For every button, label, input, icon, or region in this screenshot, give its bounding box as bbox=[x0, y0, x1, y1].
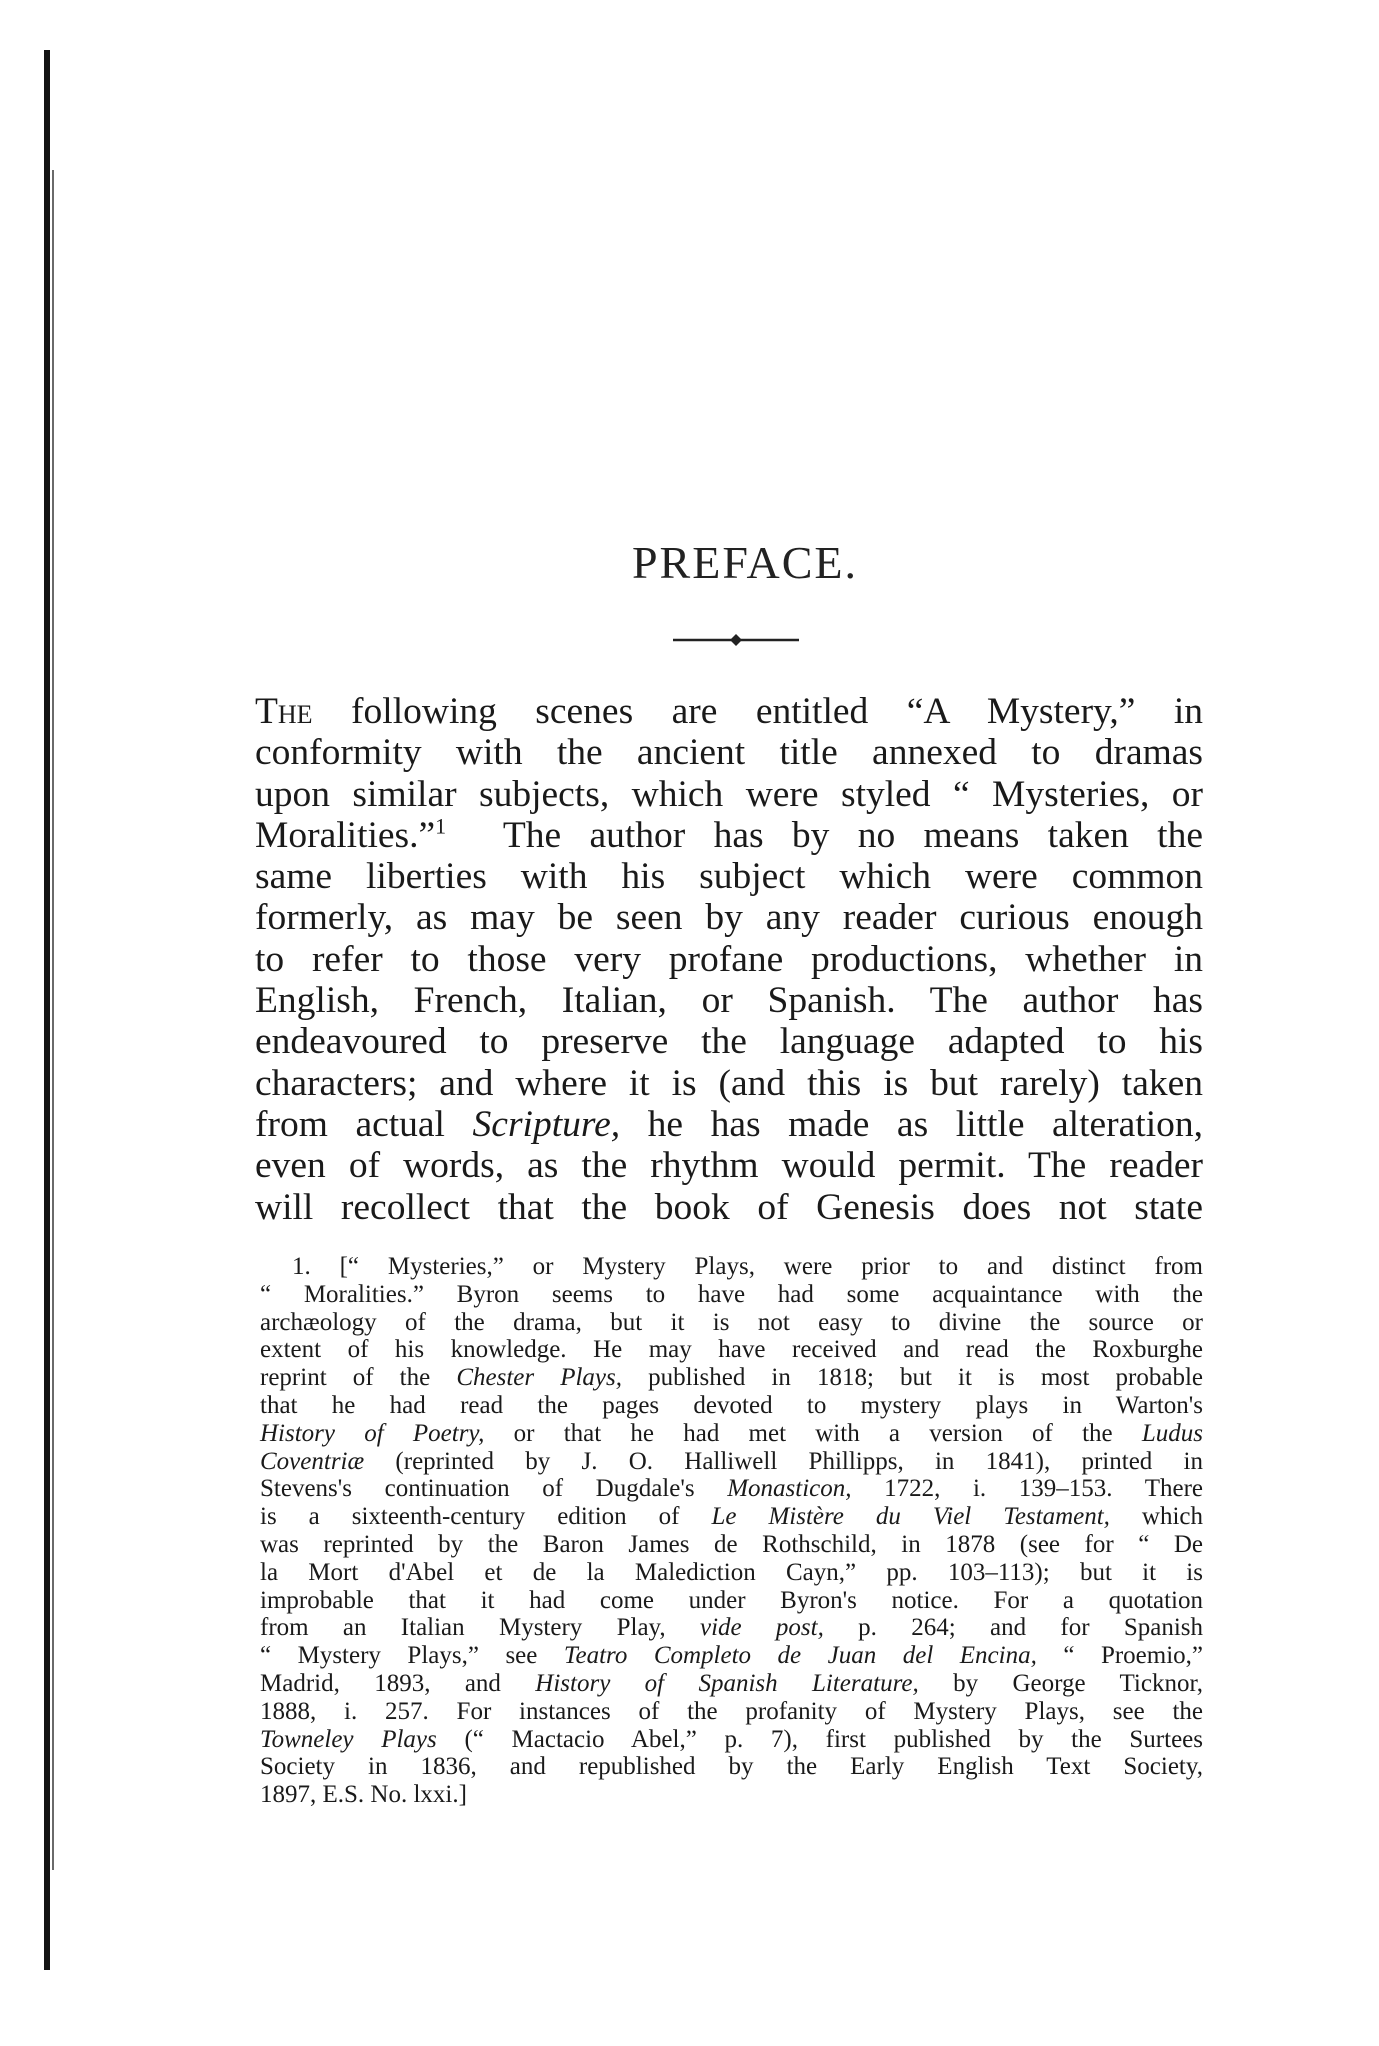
body-line: will recollect that the book of Genesis does not state bbox=[255, 1186, 1203, 1228]
footnote-line: is a sixteenth-century edition of Le Mistère du Viel Testament, which bbox=[260, 1503, 1204, 1531]
footnote-line: that he had read the pages devoted to mystery plays in Warton's bbox=[260, 1391, 1203, 1419]
body-line: formerly, as may be seen by any reader curious enough bbox=[255, 897, 1203, 939]
body-line: The following scenes are entitled “A Mystery,” in bbox=[255, 691, 1204, 732]
footnote-line: 1888, i. 257. For instances of the profanity of Mystery Plays, see the bbox=[260, 1697, 1203, 1725]
footnote-line: was reprinted by the Baron James de Rothschild, in 1878 (see for “ De bbox=[260, 1530, 1203, 1558]
footnote-line: “ Mystery Plays,” see Teatro Completo de Juan del Encina, “ Proemio,” bbox=[260, 1642, 1204, 1670]
body-line: characters; and where it is (and this is but rarely) taken bbox=[255, 1062, 1203, 1104]
footnote-line: extent of his knowledge. He may have received and read the Roxburghe bbox=[260, 1336, 1203, 1364]
footnote-line: Society in 1836, and republished by the Early English Text Society, bbox=[260, 1753, 1203, 1781]
body-line: conformity with the ancient title annexed to dramas bbox=[255, 732, 1203, 774]
body-line: English, French, Italian, or Spanish. The author has bbox=[255, 980, 1203, 1022]
binding-edge bbox=[44, 50, 50, 1970]
body-line: Moralities.”$^1$ The author has by no means taken the bbox=[255, 813, 1203, 856]
footnote-line: “ Moralities.” Byron seems to have had some acquaintance with the bbox=[260, 1280, 1203, 1308]
footnote bbox=[260, 1253, 1203, 1809]
preface-body bbox=[255, 691, 1203, 1228]
body-line: upon similar subjects, which were styled “ Mysteries, or bbox=[255, 773, 1203, 815]
footnote-line: 1. [“ Mysteries,” or Mystery Plays, were prior to and distinct from bbox=[292, 1253, 1203, 1280]
footnote-line: Madrid, 1893, and History of Spanish Literature, by George Ticknor, bbox=[260, 1669, 1204, 1697]
footnote-line: reprint of the Chester Plays, published in 1818; but it is most probable bbox=[260, 1364, 1204, 1392]
body-line: endeavoured to preserve the language adapted to his bbox=[255, 1021, 1203, 1063]
footnote-line: History of Poetry, or that he had met with a version of the Ludus bbox=[260, 1419, 1204, 1447]
footnote-line: Towneley Plays (“ Mactacio Abel,” p. 7), first published by the Surtees bbox=[260, 1725, 1204, 1753]
body-line: even of words, as the rhythm would permit. The reader bbox=[255, 1145, 1203, 1187]
drop-word: The bbox=[255, 691, 313, 732]
footnote-line: archæology of the drama, but it is not easy to divine the source or bbox=[260, 1308, 1203, 1336]
body-line: from actual Scripture, he has made as little alteration, bbox=[255, 1103, 1203, 1145]
footnote-line: Stevens's continuation of Dugdale's Monasticon, 1722, i. 139–153. There bbox=[260, 1475, 1204, 1503]
body-line: to refer to those very profane productions, whether in bbox=[255, 938, 1203, 980]
ornament-divider-icon bbox=[673, 633, 799, 647]
footnote-line: la Mort d'Abel et de la Malediction Cayn,” pp. 103–113); but it is bbox=[260, 1558, 1203, 1586]
footnote-line: Coventriæ (reprinted by J. O. Halliwell Phillipps, in 1841), printed in bbox=[260, 1447, 1203, 1475]
footnote-line: 1897, E.S. No. lxxi.] bbox=[260, 1781, 467, 1809]
footnote-marker[interactable]: 1 bbox=[435, 813, 447, 839]
footnote-line: improbable that it had come under Byron's notice. For a quotation bbox=[260, 1586, 1203, 1614]
body-line: same liberties with his subject which were common bbox=[255, 856, 1203, 898]
page-title: PREFACE. bbox=[631, 537, 859, 588]
footnote-line: from an Italian Mystery Play, vide post, p. 264; and for Spanish bbox=[260, 1614, 1204, 1642]
